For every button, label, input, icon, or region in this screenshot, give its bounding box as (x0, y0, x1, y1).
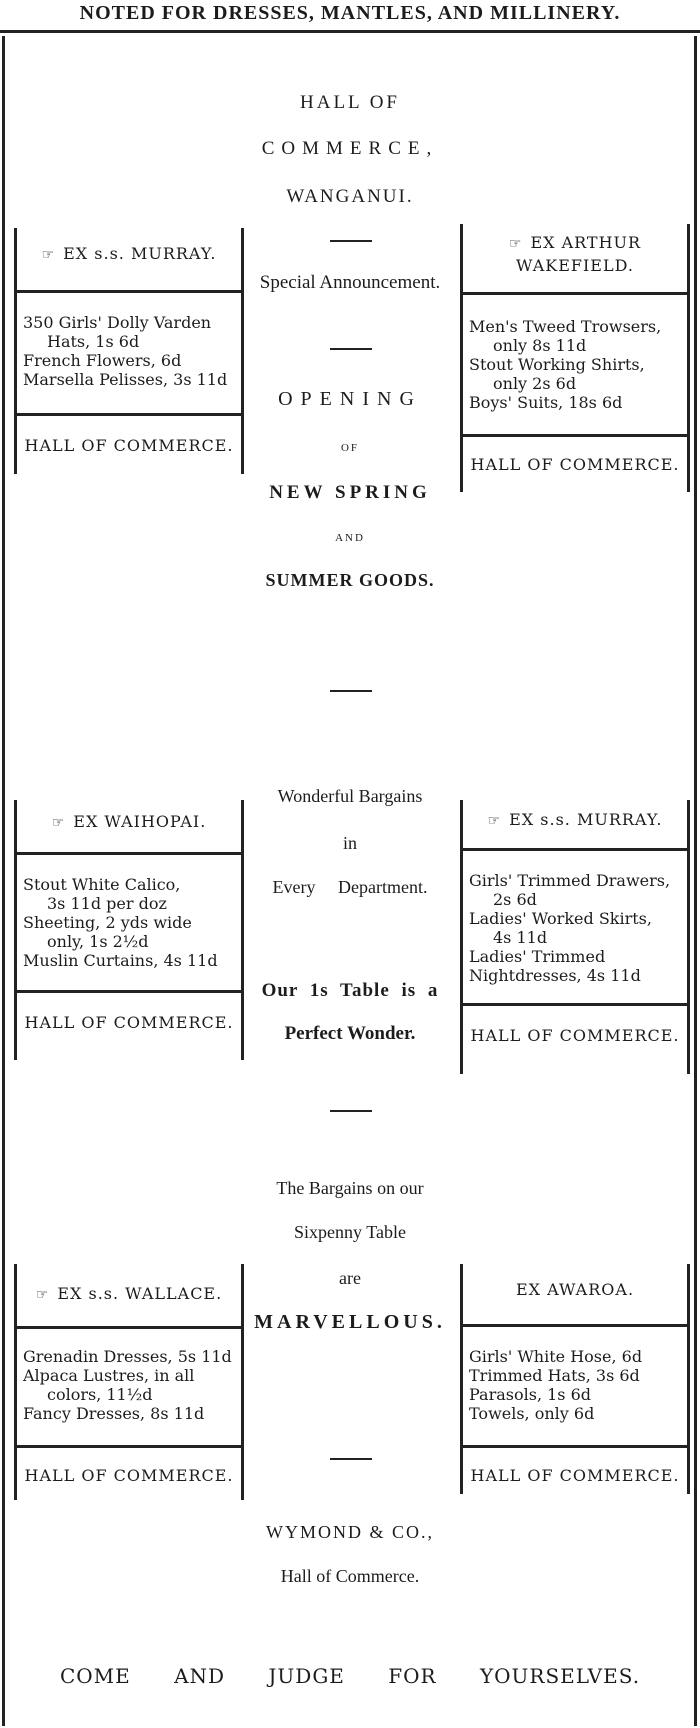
bargains-line-2: Sixpenny Table (294, 1222, 406, 1242)
box-body (17, 313, 241, 389)
pointing-hand-icon: ☞ (51, 815, 66, 831)
box-body (17, 1347, 241, 1423)
box-rule (463, 848, 687, 851)
pointing-hand-icon: ☞ (487, 813, 502, 829)
box-rule (17, 1445, 241, 1448)
box-rule (17, 852, 241, 855)
box-footer: HALL OF COMMERCE. (24, 436, 234, 455)
list-item: 350 Girls' Dolly Varden (23, 313, 212, 332)
box-rule (463, 1324, 687, 1327)
list-item: Grenadin Dresses, 5s 11d (23, 1347, 232, 1366)
divider (330, 348, 372, 350)
table-line-2: Perfect Wonder. (284, 1023, 416, 1044)
frame-right-border (694, 36, 697, 1726)
list-item: 2s 6d (493, 890, 537, 909)
ad-box-wallace (14, 1264, 244, 1500)
box-footer: HALL OF COMMERCE. (24, 1466, 234, 1485)
masthead: NOTED FOR DRESSES, MANTLES, AND MILLINERY. (79, 2, 621, 24)
box-rule (463, 292, 687, 295)
every-department: Every Department. (272, 877, 428, 897)
list-item: Ladies' Worked Skirts, (469, 909, 652, 928)
box-rule (17, 413, 241, 416)
box-rule (17, 1326, 241, 1329)
divider (330, 690, 372, 692)
special-announcement: Special Announcement. (259, 272, 441, 293)
list-item: French Flowers, 6d (23, 351, 182, 370)
ad-box-awaroa (460, 1264, 690, 1494)
box-title: ☞ EX s.s. MURRAY. (41, 244, 217, 263)
box-body (463, 871, 687, 985)
box-body (463, 317, 687, 412)
list-item: 4s 11d (493, 928, 548, 947)
list-item: Stout Working Shirts, (469, 355, 645, 374)
divider (330, 1110, 372, 1112)
divider (330, 240, 372, 242)
box-footer: HALL OF COMMERCE. (470, 1026, 680, 1045)
list-item: Ladies' Trimmed Nightdresses, 4s 11d (469, 947, 641, 985)
ad-box-murray-1 (14, 228, 244, 474)
list-item: Towels, only 6d (469, 1404, 595, 1423)
ad-box-arthur-wakefield (460, 224, 690, 492)
box-title: ☞ EX s.s. MURRAY. (487, 810, 663, 829)
box-footer: HALL OF COMMERCE. (470, 1466, 680, 1485)
list-item: colors, 11½d (47, 1385, 153, 1404)
hall-of-heading: HALL OF (300, 92, 400, 113)
box-body (463, 1347, 687, 1423)
marvellous-heading: MARVELLOUS. (254, 1311, 446, 1333)
summer-goods-heading: SUMMER GOODS. (265, 570, 435, 590)
pointing-hand-icon: ☞ (508, 236, 523, 252)
box-title: ☞ EX WAIHOPAI. (51, 812, 207, 831)
new-spring-heading: NEW SPRING (269, 482, 431, 503)
bargains-line-1: The Bargains on our (276, 1178, 424, 1198)
ad-box-waihopai (14, 800, 244, 1060)
list-item: Hats, 1s 6d (47, 332, 140, 351)
box-rule (17, 990, 241, 993)
box-footer: HALL OF COMMERCE. (24, 1013, 234, 1032)
town-heading: WANGANUI. (286, 186, 414, 207)
list-item: Alpaca Lustres, in all (23, 1366, 195, 1385)
box-rule (463, 1003, 687, 1006)
opening-heading: OPENING (278, 388, 422, 410)
and-word: AND (335, 532, 365, 544)
ad-box-murray-2 (460, 800, 690, 1074)
pointing-hand-icon: ☞ (35, 1287, 50, 1303)
masthead-rule (0, 30, 700, 33)
signature: WYMOND & CO., (266, 1522, 434, 1542)
list-item: Men's Tweed Trowsers, (469, 317, 662, 336)
list-item: Girls' Trimmed Drawers, (469, 871, 671, 890)
list-item: Marsella Pelisses, 3s 11d (23, 370, 228, 389)
box-rule (17, 290, 241, 293)
list-item: Sheeting, 2 yds wide (23, 913, 192, 932)
box-title: ☞ EX ARTHUR WAKEFIELD. (508, 233, 642, 275)
table-line-1: Our 1s Table is a (261, 980, 439, 1001)
box-footer: HALL OF COMMERCE. (470, 455, 680, 474)
list-item: only 2s 6d (493, 374, 577, 393)
box-body (17, 875, 241, 970)
wonderful-bargains: Wonderful Bargains (277, 786, 423, 806)
frame-left-border (2, 36, 5, 1726)
list-item: Girls' White Hose, 6d (469, 1347, 643, 1366)
signature-sub: Hall of Commerce. (280, 1566, 420, 1586)
list-item: Stout White Calico, (23, 875, 181, 894)
list-item: Fancy Dresses, 8s 11d (23, 1404, 205, 1423)
of-word: OF (340, 442, 360, 454)
commerce-heading: COMMERCE, (261, 138, 439, 159)
box-rule (463, 434, 687, 437)
list-item: Boys' Suits, 18s 6d (469, 393, 623, 412)
pointing-hand-icon: ☞ (41, 247, 56, 263)
are-word: are (339, 1268, 361, 1288)
in-word: in (342, 833, 357, 853)
list-item: Muslin Curtains, 4s 11d (23, 951, 218, 970)
list-item: only, 1s 2½d (47, 932, 149, 951)
divider (330, 1458, 372, 1460)
box-title: ☞ EX s.s. WALLACE. (35, 1284, 223, 1303)
list-item: 3s 11d per doz (47, 894, 167, 913)
list-item: Trimmed Hats, 3s 6d (469, 1366, 640, 1385)
closing-line: COME AND JUDGE FOR YOURSELVES. (59, 1664, 641, 1688)
box-title: EX AWAROA. (515, 1280, 635, 1299)
box-rule (463, 1445, 687, 1448)
list-item: only 8s 11d (493, 336, 587, 355)
list-item: Parasols, 1s 6d (469, 1385, 592, 1404)
